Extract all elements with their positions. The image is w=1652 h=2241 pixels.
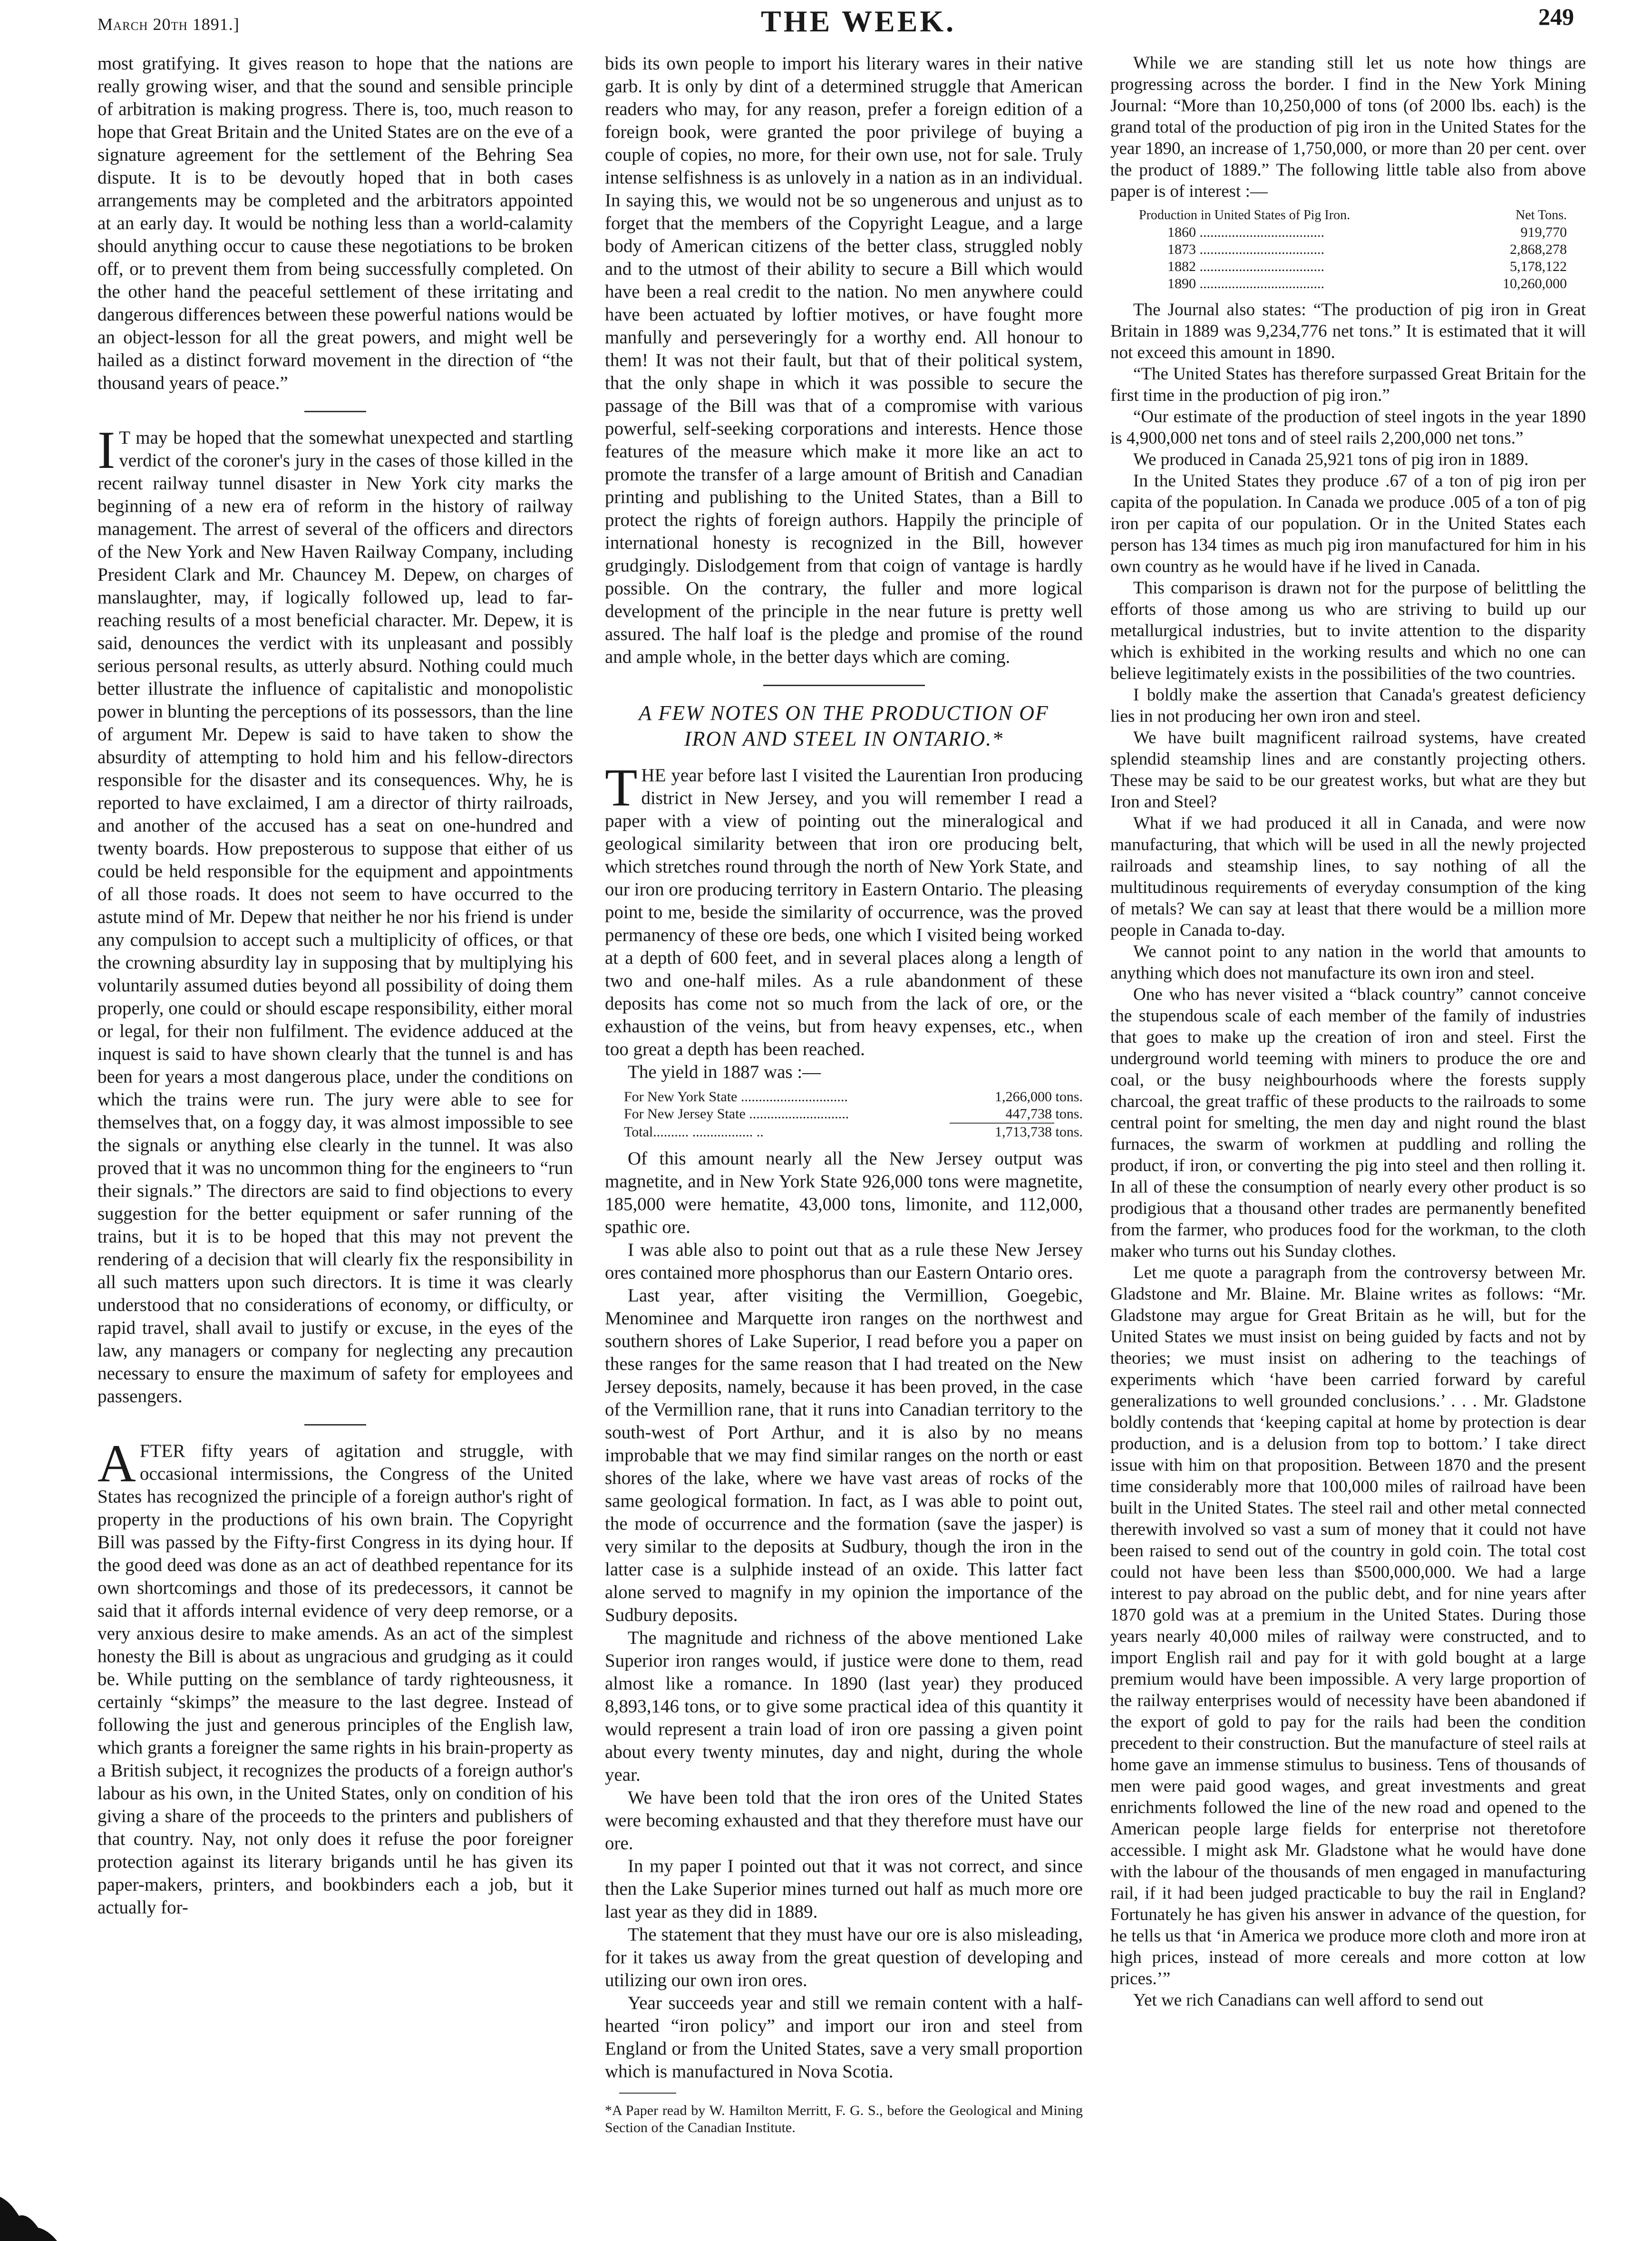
table-header [1110, 207, 1586, 224]
paragraph: I boldly make the assertion that Canada's greatest deficiency lies in not producing her own iron and steel. [1110, 685, 1586, 726]
table-row [1110, 224, 1586, 241]
masthead-title: THE WEEK. [761, 4, 956, 38]
paragraph: Year succeeds year and still we remain content with a half-hearted “iron policy” and import our iron and steel from England or from the United States, save a very small proportion which is manufactured in Nova Scotia. [605, 1993, 1083, 2082]
table-cell-label: 1890 ................................... [1167, 276, 1324, 291]
footnote: *A Paper read by W. Hamilton Merritt, F. G. S., before the Geological and Mining Section of the Canadian Institute. [605, 2103, 1083, 2135]
page-number: 249 [1538, 3, 1574, 30]
table-cell-value: 919,770 [1520, 224, 1567, 240]
column-2 [605, 52, 1083, 2221]
table-cell-value: 2,868,278 [1510, 242, 1567, 257]
paragraph: I was able also to point out that as a rule these New Jersey ores contained more phosphorus than our Eastern Ontario ores. [605, 1240, 1083, 1283]
table-cell-value: 10,260,000 [1503, 276, 1567, 291]
issue-date: March 20th 1891.] [97, 15, 240, 34]
table-cell-label: 1860 ................................... [1167, 224, 1324, 240]
paragraph: While we are standing still let us note how things are progressing across the border. I find in the New York Mining Journal: “More than 10,250,000 of tons (of 2000 lbs. each) is the grand total of the production of pig iron in the United States for the year 1890, an increase of 1,750,000, or more than 20 per cent. over the product of 1889.” The following little table also from above paper is of interest :— [1110, 53, 1586, 201]
table-cell-value: 447,738 tons. [1005, 1106, 1083, 1122]
footnote-rule [619, 2093, 676, 2094]
table-row [1110, 275, 1586, 292]
pig-iron-table [1110, 207, 1586, 292]
table-row [1110, 258, 1586, 275]
article-title-line-2: IRON AND STEEL IN ONTARIO.* [684, 727, 1004, 750]
paragraph-railway [97, 421, 573, 1408]
table-cell-label: 1873 ................................... [1167, 242, 1324, 257]
table-row [1110, 241, 1586, 258]
paragraph: In the United States they produce .67 of a ton of pig iron per capita of the population. In Canada we produce .005 of a ton of pig iron per capita of our population. Or in the United States each person has 134 times as much pig iron manufactured for him in his own country as he would have if he lived in Canada. [1110, 471, 1586, 576]
page-edge-mark [0, 2168, 57, 2241]
yield-table [605, 1088, 1083, 1141]
table-cell-value: 5,178,122 [1510, 259, 1567, 274]
paragraph-copyright-cont: bids its own people to import his literary wares in their native garb. It is only by dint of a determined struggle that American readers who may, for any reason, prefer a foreign edition of a foreign book, were granted the poor privilege of buying a couple of copies, no more, for their own use, not for sale. Truly intense selfishness is as unlovely in a nation as in an individual. In saying this, we would not be so ungenerous and unjust as to forget that the members of the Copyright League, and a large body of American citizens of the better class, struggled nobly and to the utmost of their ability to secure a Bill which would have been a real credit to the nation. No men anywhere could have been actuated by loftier motives, or have fought more manfully and perseveringly for a worthy end. All honour to them! It was not their fault, but that of their political system, that the only shape in which it was possible to secure the passage of the Bill was that of a compromise with various powerful, self-seeking corporations and interests. Hence those features of the measure which make it more like an act to promote the transfer of a large amount of British and Canadian printing and publishing to the United States, than a Bill to protect the rights of foreign authors. Happily the principle of international honesty is recognized in the Bill, however grudgingly. Dislodgement from that coign of vantage is hardly possible. On the contrary, the fuller and more logical development of the principle in the near future is pretty well assured. The half loaf is the pledge and promise of the round and ample whole, in the better days which are coming. [605, 53, 1083, 667]
paragraph-laurentian [605, 758, 1083, 1061]
table-cell-value: 1,266,000 tons. [994, 1089, 1083, 1105]
paragraph: In my paper I pointed out that it was not correct, and since then the Lake Superior mines turned out half as much more ore last year as they did in 1889. [605, 1856, 1083, 1922]
paragraph: The Journal also states: “The production of pig iron in Great Britain in 1889 was 9,234,776 net tons.” It is estimated that it will not exceed this amount in 1890. [1110, 300, 1586, 362]
paragraph: Yet we rich Canadians can well afford to send out [1133, 1990, 1484, 2010]
paragraph: “The United States has therefore surpassed Great Britain for the first time in the production of pig iron.” [1110, 364, 1586, 405]
paragraph: The magnitude and richness of the above mentioned Lake Superior iron ranges would, if justice were done to them, read almost like a romance. In 1890 (last year) they produced 8,893,146 tons, or to give some practical idea of this quantity it would represent a train load of iron ore passing a given point about every twenty minutes, day and night, during the whole year. [605, 1628, 1083, 1785]
table-total-value: 1,713,738 tons. [994, 1124, 1083, 1140]
paragraph-arbitration: most gratifying. It gives reason to hope that the nations are really growing wiser, and that the sound and sensible principle of arbitration is making progress. There is, too, much reason to hope that Great Britain and the United States are on the eve of a signature agreement for the settlement of the Behring Sea dispute. It is to be devoutly hoped that in both cases arrangements may be completed and the arbitrators appointed at an early day. It would be nothing less than a world-calamity should anything occur to cause these negotiations to be broken off, or to prevent them from being successfully completed. On the other hand the peaceful settlement of these irritating and dangerous differences between these powerful nations would be an object-lesson for all the great powers, and might well be hailed as a distinct forward movement in the direction of “the thousand years of peace.” [97, 53, 573, 393]
paragraph: We cannot point to any nation in the world that amounts to anything which does not manufacture its own iron and steel. [1110, 942, 1586, 983]
paragraph-copyright-text: FTER fifty years of agitation and struggle, with occasional intermissions, the Congress of the United States has recognized the principle of a foreign author's right of property in the productions of his own brain. The Copyright Bill was passed by the Fifty-first Congress in its dying hour. If the good deed was done as an act of deathbed repentance for its own shortcomings and those of its predecessors, it cannot be said that it affords internal evidence of very deep remorse, or a very anxious desire to make amends. As an act of the simplest honesty the Bill is about as ungracious and grudging as it could be. While putting on the semblance of tardy righteousness, it certainly “skimps” the measure to the last degree. Instead of following the just and generous principles of the English law, which grants a foreigner the same rights in his brain-property as a British subject, it recognizes the products of a foreign author's labour as his own, in the United States, only on condition of his giving a share of the proceeds to the printers and publishers of that country. Nay, not only does it refuse the poor foreigner protection against its literary brigands until he has given its paper-makers, printers, and bookbinders each a job, but it actually for- [97, 1441, 573, 1918]
paragraph: One who has never visited a “black country” cannot conceive the stupendous scale of each member of the family of industries that goes to make up the creation of iron and steel. First the underground world teeming with miners to produce the ore and coal, or the busy neighbourhoods where the forests supply charcoal, the great traffic of these products to the railroads to some central point for smelting, the men day and night round the blast furnaces, the swarm of workmen at puddling and rolling the product, if iron, or converting the pig into steel and then rolling it. In all of these the consumption of nearly every other product is so prodigious that a thousand other trades are permanently benefited from the farmer, who produces food for the workman, to the cloth maker who turns out his Sunday clothes. [1110, 985, 1586, 1261]
article-title [605, 700, 1083, 752]
paragraph: Let me quote a paragraph from the controversy between Mr. Gladstone and Mr. Blaine. Mr. Blaine writes as follows: “Mr. Gladstone may argue for Great Britain as he will, but for the United States we must insist on being guided by facts and not by theories; we must insist on adhering to the teachings of experiments which ‘have been carried forward by careful generalizations to well grounded conclusions.’ . . . Mr. Gladstone boldly contends that ‘keeping capital at home by protection is dear production, and is a delusion from top to bottom.’ I take direct issue with him on that proposition. Between 1870 and the present time considerably more that 100,000 miles of railroad have been built in the United States. The steel rail and other metal connected therewith involved so vast a sum of money that it could not have been raised to send out of the country in gold coin. The total cost could not have been less than $500,000,000. We had a large interest to pay abroad on the public debt, and for nine years after 1870 gold was at a premium in the United States. During those years nearly 40,000 miles of railway were constructed, and to import English rail and pay for it with gold bought at a large premium would have been impossible. A very large proportion of the railway enterprises would of necessity have been abandoned if the export of gold to pay for the rails had been the condition precedent to their construction. But the manufacture of steel rails at home gave an immense stimulus to business. Tens of thousands of men were paid good wages, and great investments and great enrichments followed the line of the new road and opened to the American people large fields for enterprise not theretofore accessible. I might ask Mr. Gladstone what he would have done with the labour of the thousands of men engaged in manufacturing rail, if it had been judged practicable to buy the rail in England? Fortunately he has given his answer in advance of the question, for he tells us that ‘in America we produce more cloth and more iron at high prices, instead of more cereals and more cotton at low prices.’” [1110, 1263, 1586, 1989]
paragraph: What if we had produced it all in Canada, and were now manufacturing, that which will be used in all the newly projected railroads and steamship lines, to say nothing of all the multitudinous requirements of everyday consumption of the king of metals? We can say at least that there would be a million more people in Canada to-day. [1110, 814, 1586, 940]
drop-cap: A [97, 1434, 136, 1493]
column-1 [97, 52, 573, 2221]
section-divider [304, 411, 366, 412]
table-cell-label: 1882 ................................... [1167, 259, 1324, 274]
section-divider [304, 1424, 366, 1426]
paragraph: We have built magnificent railroad systems, have created splendid steamship lines and are constantly projecting others. These may be said to be our greatest works, but what are they but Iron and Steel? [1110, 728, 1586, 812]
paragraph: Of this amount nearly all the New Jersey output was magnetite, and in New York State 926,000 tons were magnetite, 185,000 were hematite, 43,000 tons, limonite, and 112,000, spathic ore. [605, 1148, 1083, 1237]
drop-cap: T [605, 758, 638, 817]
paragraph: Last year, after visiting the Vermillion, Goegebic, Menominee and Marquette iron ranges on the northwest and southern shores of Lake Superior, I read before you a paper on these ranges for the same reason that I had treated on the New Jersey deposits, namely, because it has been proved, in the case of the Vermillion rane, that it runs into Canadian territory to the south-west of Port Arthur, and it is also by no means improbable that we may find similar ranges on the north or east shores of the lake, where we have vast areas of rocks of the same geological formation. In fact, as I was able to point out, the mode of occurrence and the formation (save the jasper) is very similar to the deposits at Sudbury, though the iron in the latter case is a sulphide instead of an oxide. This latter fact alone served to magnify in my opinion the importance of the Sudbury deposits. [605, 1285, 1083, 1625]
article-title-line-1: A FEW NOTES ON THE PRODUCTION OF [639, 701, 1049, 725]
table-cell-label: For New Jersey State ............................ [624, 1106, 849, 1122]
paragraph-copyright [97, 1434, 573, 1919]
paragraph: This comparison is drawn not for the purpose of belittling the efforts of those among us who are striving to build up our metallurgical industries, but to invite attention to the disparity which is exhibited in the working results and which no one can believe legitimately exists in the possibilities of the two countries. [1110, 578, 1586, 683]
section-divider [763, 685, 925, 686]
paragraph: “Our estimate of the production of steel ingots in the year 1890 is 4,900,000 net tons and of steel rails 2,200,000 net tons.” [1110, 407, 1586, 448]
drop-cap: I [97, 421, 116, 480]
table-row [605, 1088, 1083, 1106]
table-cell-label: For New York State .............................. [624, 1089, 848, 1105]
table-row [605, 1106, 1083, 1123]
table-total-row [605, 1124, 1083, 1141]
paragraph: The statement that they must have our ore is also misleading, for it takes us away from the great question of developing and utilizing our own iron ores. [605, 1924, 1083, 1990]
yield-intro: The yield in 1887 was :— [628, 1062, 821, 1082]
table-header-label: Production in United States of Pig Iron. [1139, 208, 1351, 223]
table-total-label: Total.......... ................. .. [624, 1124, 764, 1140]
table-header-value: Net Tons. [1516, 208, 1567, 223]
paragraph: We produced in Canada 25,921 tons of pig iron in 1889. [1133, 450, 1529, 469]
paragraph-railway-text: T may be hoped that the somewhat unexpected and startling verdict of the coroner's jury in the cases of those killed in the recent railway tunnel disaster in New York city marks the beginning of a new era of reform in the history of railway management. The arrest of several of the officers and directors of the New York and New Haven Railway Company, including President Clark and Mr. Chauncey M. Depew, on charges of manslaughter, may, if logically followed up, lead to far-reaching results of a most beneficial character. Mr. Depew, it is said, denounces the verdict with its unpleasant and possibly serious personal results, as utterly absurd. Nothing could much better illustrate the influence of capitalistic and monopolistic power in blunting the perceptions of its possessors, than the line of argument Mr. Depew is said to have taken to show the absurdity of attempting to hold him and his fellow-directors responsible for the disaster and its consequences. Why, he is reported to have exclaimed, I am a director of thirty railroads, and another of the accused has a seat on one-hundred and twenty boards. How preposterous to suppose that either of us could be held responsible for the equipment and appointments of all those roads. It does not seem to have occurred to the astute mind of Mr. Depew that neither he nor his friend is under any compulsion to accept such a multiplicity of offices, or that the crowning absurdity lay in supposing that by multiplying his voluntarily assumed duties beyond all possibility of doing them properly, one could or should escape responsibility, either moral or legal, for their non fulfilment. The evidence adduced at the inquest is said to have shown clearly that the tunnel is and has been for years a most dangerous place, under the conditions on which the trains were run. The jury were able to see for themselves that, on a foggy day, it was almost impossible to see the signals or anything else clearly in the tunnel. It was also proved that it was no uncommon thing for the engineers to “run their signals.” The directors are said to find objections to every suggestion for the better equipment or safer running of the trains, but it is to be hoped that this may not prevent the rendering of a decision that will clearly fix the responsibility in all such matters upon such directors. It is time it was clearly understood that no considerations of economy, or difficulty, or rapid travel, shall avail to justify or excuse, in the eyes of the law, any managers or company for neglecting any precaution necessary to ensure the maximum of safety for employees and passengers. [97, 427, 573, 1407]
column-3 [1110, 52, 1586, 2221]
paragraph-laurentian-text: HE year before last I visited the Laurentian Iron producing district in New Jersey, and you will remember I read a paper with a view of pointing out the mineralogical and geological similarity between that iron ore producing belt, which stretches round through the north of New York State, and our iron ore producing territory in Eastern Ontario. The pleasing point to me, beside the similarity of occurrence, was the proved permanency of these ore beds, one which I visited being worked at a depth of 600 feet, and in several places along a length of two and one-half miles. As a rule abandonment of these deposits has come not so much from the lack of ore, or the exhaustion of the veins, but from heavy expenses, etc., when too great a depth has been reached. [605, 765, 1083, 1059]
paragraph: We have been told that the iron ores of the United States were becoming exhausted and that they therefore must have our ore. [605, 1787, 1083, 1853]
